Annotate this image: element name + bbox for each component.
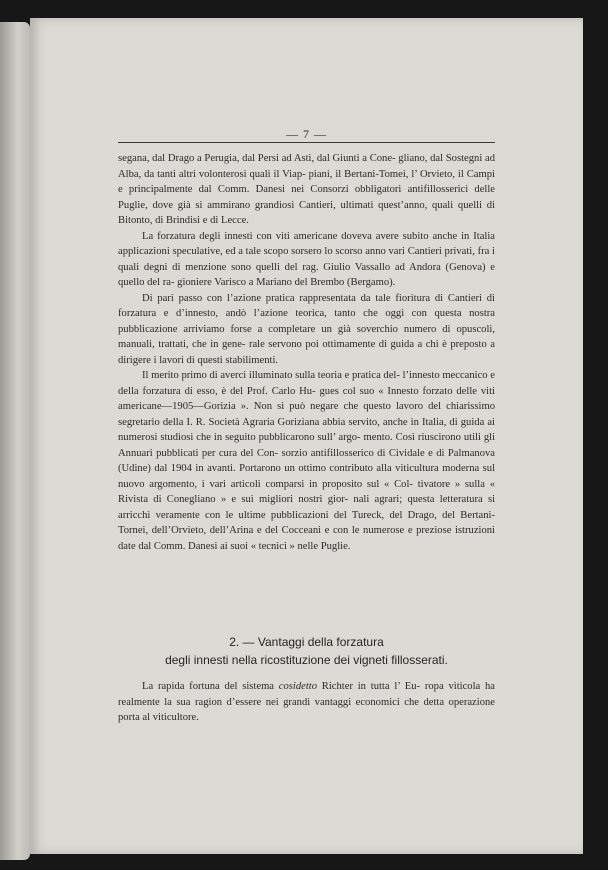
- text-line: La forzatura degli innesti con viti americane doveva avere subito: [142, 230, 429, 242]
- text-span: La rapida fortuna del sistema: [142, 681, 279, 692]
- text-line: nali agrari; questa letteratura si arricchì veramente con le ultime: [118, 494, 496, 521]
- text-line: rale servono poi ottimamente di guida a chi è preposto a dirigere: [118, 339, 495, 366]
- text-line: di Cantieri di forzatura e d’innesto, andò l’azione teorica, tanto che: [118, 292, 495, 319]
- text-line: quelli di Bitonto, di Brindisi e di Lecce.: [118, 199, 495, 226]
- text-line: gues col suo « Innesto forzato delle viti americane—1905—Gorizia ».: [118, 385, 495, 412]
- section-heading: [118, 633, 495, 669]
- section-body: [118, 679, 495, 726]
- text-line: ropa viticola ha realmente la sua ragion d’essere nei grandi vantaggi: [118, 681, 495, 708]
- text-line: quelli del rag. Giulio Vassallo ad Andora (Genova) e quello del ra-: [118, 261, 495, 288]
- text-line: Non si può negare che questo lavoro del chiarissimo segretario della: [118, 401, 495, 428]
- text-line: guida ai numerosi studiosi che in seguito pubblicarono sull’ argo-: [118, 416, 495, 443]
- paragraph-intro: [118, 151, 495, 229]
- body-text: [118, 151, 495, 554]
- text-line: piani, il Bertani-Tomei, l’ Orvieto, il Campi e principalmente dal: [118, 168, 495, 195]
- text-line: pubblicazioni del Tureck, del Drago, del Bertani-Tornei, dell’Orvieto,: [118, 509, 496, 536]
- paragraph-forzatura: [118, 229, 495, 291]
- text-line: economici che detta operazione porta al viticultore.: [118, 696, 495, 723]
- text-line: anche in Italia applicazioni speculative, ed a tale scopo sorsero lo: [118, 230, 496, 257]
- text-line: l’innesto meccanico e della forzatura di esso, è del Prof. Carlo Hu-: [118, 370, 495, 397]
- text-line: Il merito primo di averci illuminato sulla teoria e pratica del-: [142, 370, 400, 381]
- text-line: Di pari passo con l’azione pratica rappresentata da tale fioritura: [142, 292, 431, 304]
- section-heading-line-2: degli innesti nella ricostituzione dei vigneti fillosserati.: [165, 653, 448, 667]
- text-line: segana, dal Drago a Perugia, dal Persi ad Asti, dal Giunti a Cone-: [118, 153, 396, 164]
- paragraph-merito: [118, 368, 495, 554]
- text-line: oggi con questa nostra pubblicazione arriviamo forse a completare: [118, 308, 495, 335]
- header-rule: [118, 142, 495, 143]
- text-line: gioniere Varisco a Mariano del Brembo (Bergamo).: [177, 277, 396, 288]
- text-line: sul nuovo argomento, i vari articoli comparsi in proposito sul « Col-: [118, 463, 496, 490]
- text-line: scorso anno vari Cantieri privati, fra i quali degni di menzione sono: [118, 246, 495, 273]
- text-span: Richter in tutta l’ Eu-: [317, 681, 421, 692]
- text-line: in avanti. Portarono un ottimo contributo alla viticultura moderna: [195, 463, 480, 474]
- text-line: un già soverchio numero di opuscoli, manuali, trattati, che in gene-: [118, 323, 495, 350]
- page-number: — 7 —: [286, 127, 327, 141]
- text-line: Comm. Danesi nei Consorzi obbligatori antifillosserici delle Puglie,: [118, 184, 495, 211]
- document-page: [30, 18, 583, 854]
- text-line: dal Comm. Danesi ai suoi « tecnici » nelle Puglie.: [138, 540, 351, 552]
- text-line: mento. Così riuscirono utili gli Annuari pubblicati per cura del Con-: [118, 432, 496, 459]
- text-line: dell’Arina e del Cocceani e con le numerose e preziose istruzioni date: [118, 525, 495, 552]
- text-line: dove già si ammirano grandiosi Cantieri, ultimati quest’anno, quali: [152, 199, 454, 211]
- adjacent-page-edge: [0, 22, 30, 860]
- section-heading-line-1: 2. — Vantaggi della forzatura: [229, 635, 384, 649]
- text-line: tivatore » sulla « Rivista di Conegliano » e sui migliori nostri gior-: [118, 478, 496, 505]
- emphasis-text: cosidetto: [278, 681, 318, 692]
- text-line: i lavori di questi stabilimenti.: [153, 354, 279, 366]
- paragraph-rapida-fortuna: [118, 679, 495, 726]
- paragraph-azione-teorica: [118, 291, 495, 369]
- text-line: sorzio antifillosserico di Cividale e di Palmanova (Udine) dal 1904: [118, 447, 495, 474]
- text-line: gliano, dal Sostegni ad Alba, da tanti altri volonterosi quali il Viap-: [118, 153, 495, 180]
- text-line: I. R. Società Agraria Goriziana abbia servito, anche in Italia, di: [186, 416, 458, 428]
